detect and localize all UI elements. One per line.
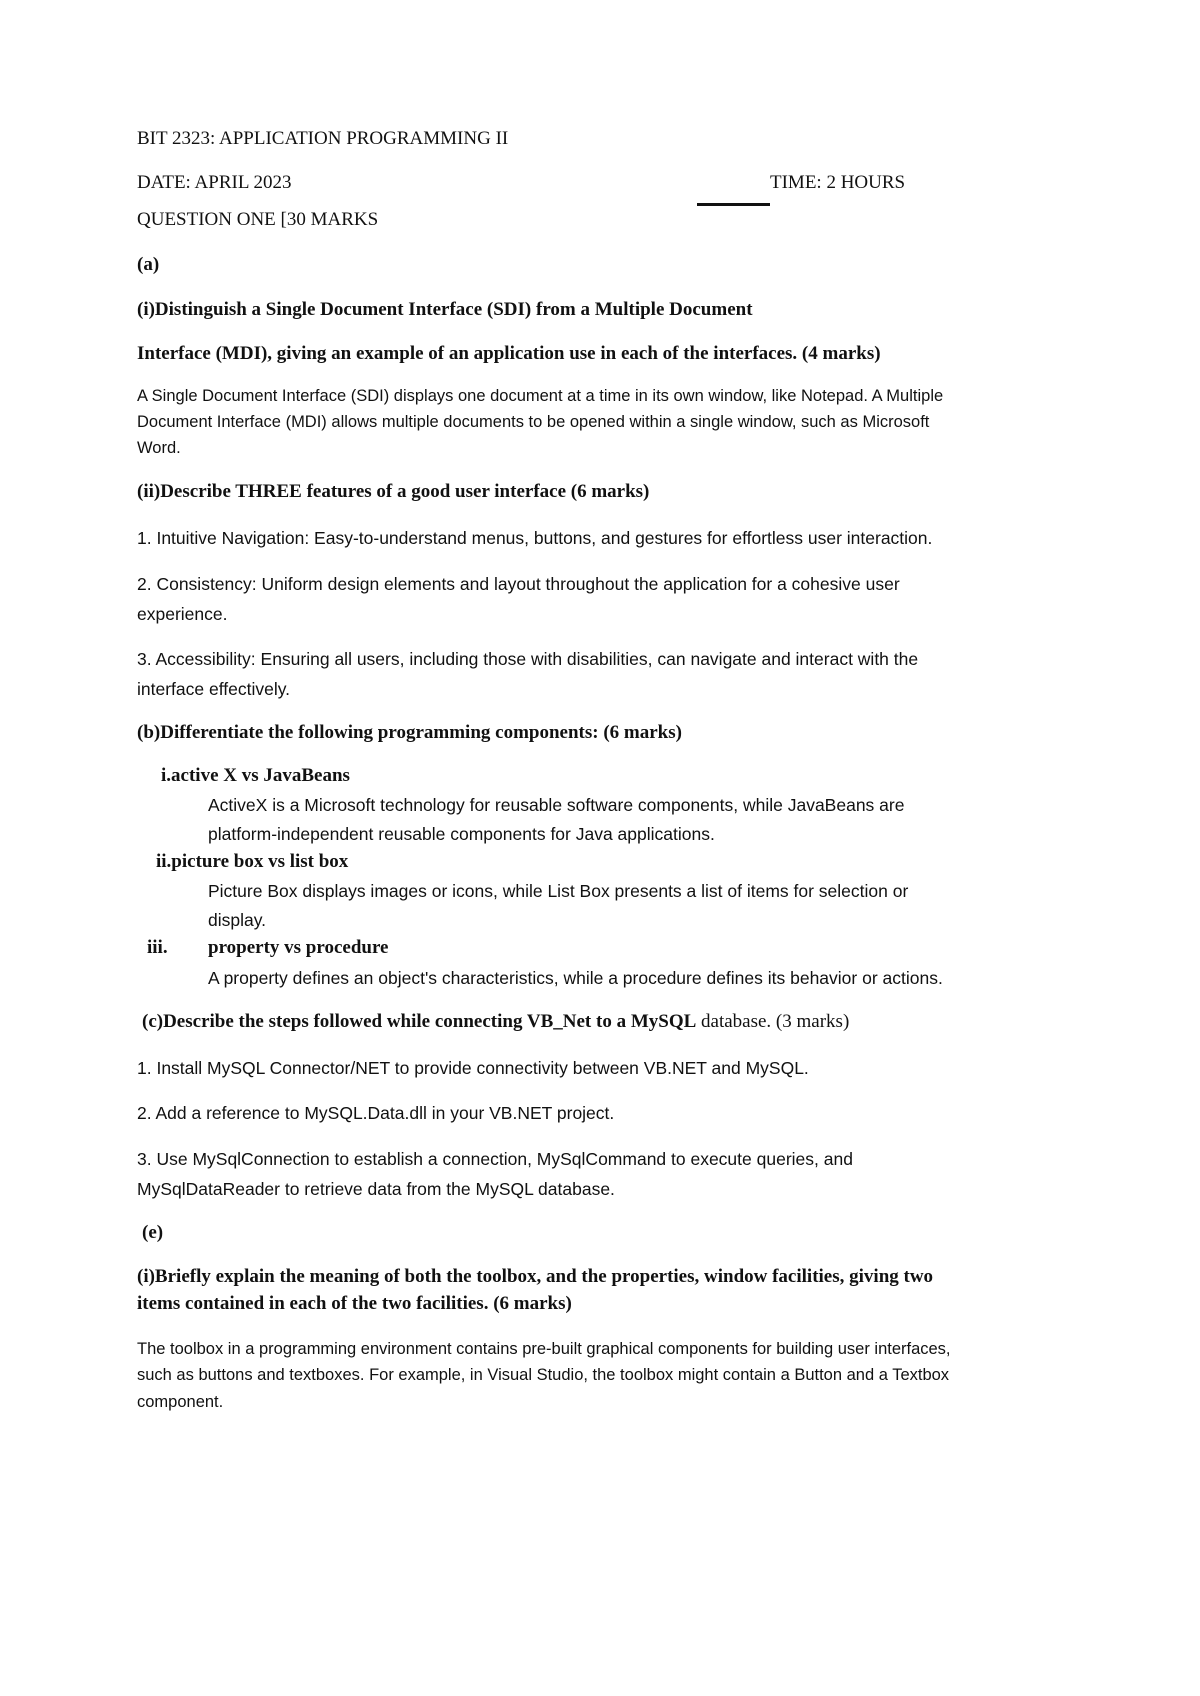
answer-e-line1: The toolbox in a programming environment contains pre-built graphical components for building user interfaces, (137, 1340, 951, 1358)
step-3: 3. Use MySqlConnection to establish a connection, MySqlCommand to execute queries, and (137, 1149, 853, 1169)
question-c-bold: (c)Describe the steps followed while connecting VB_Net to a MySQL (142, 1011, 697, 1032)
question-e-i-line2: items contained in each of the two facilities. (6 marks) (137, 1293, 572, 1314)
answer-a-i-line1: A Single Document Interface (SDI) displays one document at a time in its own window, like Notepad. A Multiple (137, 387, 944, 405)
item-b-i-answer-line2: platform-independent reusable components for Java applications. (208, 824, 715, 844)
answer-e-line2: such as buttons and textboxes. For example, in Visual Studio, the toolbox might contain a Button and a Textbox (137, 1366, 950, 1384)
step-3-cont: MySqlDataReader to retrieve data from the MySQL database. (137, 1179, 615, 1199)
step-1: 1. Install MySQL Connector/NET to provide connectivity between VB.NET and MySQL. (137, 1058, 809, 1078)
question-a-ii: (ii)Describe THREE features of a good user interface (6 marks) (137, 481, 650, 502)
item-b-ii-label: ii.picture box vs list box (156, 851, 349, 872)
question-c (142, 1011, 849, 1033)
item-b-i-label: i.active X vs JavaBeans (161, 765, 350, 786)
question-e-i-line1: (i)Briefly explain the meaning of both the toolbox, and the properties, window facilities, giving two (137, 1266, 934, 1287)
question-b: (b)Differentiate the following programming components: (6 marks) (137, 722, 682, 743)
section-a-label: (a) (137, 254, 160, 275)
answer-a-i-line2: Document Interface (MDI) allows multiple documents to be opened within a single window, such as Microsoft (137, 413, 930, 431)
item-b-iii-num: iii. (147, 937, 168, 958)
feature-3-cont: interface effectively. (137, 679, 291, 699)
answer-e-line3: component. (137, 1393, 224, 1411)
item-b-ii-answer-line2: display. (208, 910, 267, 930)
feature-2: 2. Consistency: Uniform design elements and layout throughout the application for a cohesive user (137, 574, 900, 594)
header-rule (697, 203, 770, 206)
answer-a-i-line3: Word. (137, 439, 181, 457)
section-e-label: (e) (142, 1222, 164, 1243)
question-a-i-line1: (i)Distinguish a Single Document Interface (SDI) from a Multiple Document (137, 299, 753, 320)
feature-1: 1. Intuitive Navigation: Easy-to-understand menus, buttons, and gestures for effortless user interaction. (137, 528, 933, 548)
item-b-i-answer-line1: ActiveX is a Microsoft technology for reusable software components, while JavaBeans are (208, 795, 905, 815)
question-c-rest: database. (3 marks) (696, 1011, 850, 1032)
feature-2-cont: experience. (137, 604, 228, 624)
item-b-iii-answer: A property defines an object's characteristics, while a procedure defines its behavior or actions. (208, 968, 943, 988)
exam-date: DATE: APRIL 2023 (137, 172, 292, 193)
question-one-heading: QUESTION ONE [30 MARKS (137, 209, 379, 230)
feature-3: 3. Accessibility: Ensuring all users, including those with disabilities, can navigate and interact with the (137, 649, 919, 669)
exam-time: TIME: 2 HOURS (770, 172, 906, 193)
item-b-iii-label: property vs procedure (208, 937, 389, 958)
step-2: 2. Add a reference to MySQL.Data.dll in your VB.NET project. (137, 1103, 615, 1123)
course-title: BIT 2323: APPLICATION PROGRAMMING II (137, 128, 509, 149)
item-b-ii-answer-line1: Picture Box displays images or icons, while List Box presents a list of items for selection or (208, 881, 909, 901)
question-a-i-line2: Interface (MDI), giving an example of an application use in each of the interfaces. (4 marks) (137, 343, 881, 364)
